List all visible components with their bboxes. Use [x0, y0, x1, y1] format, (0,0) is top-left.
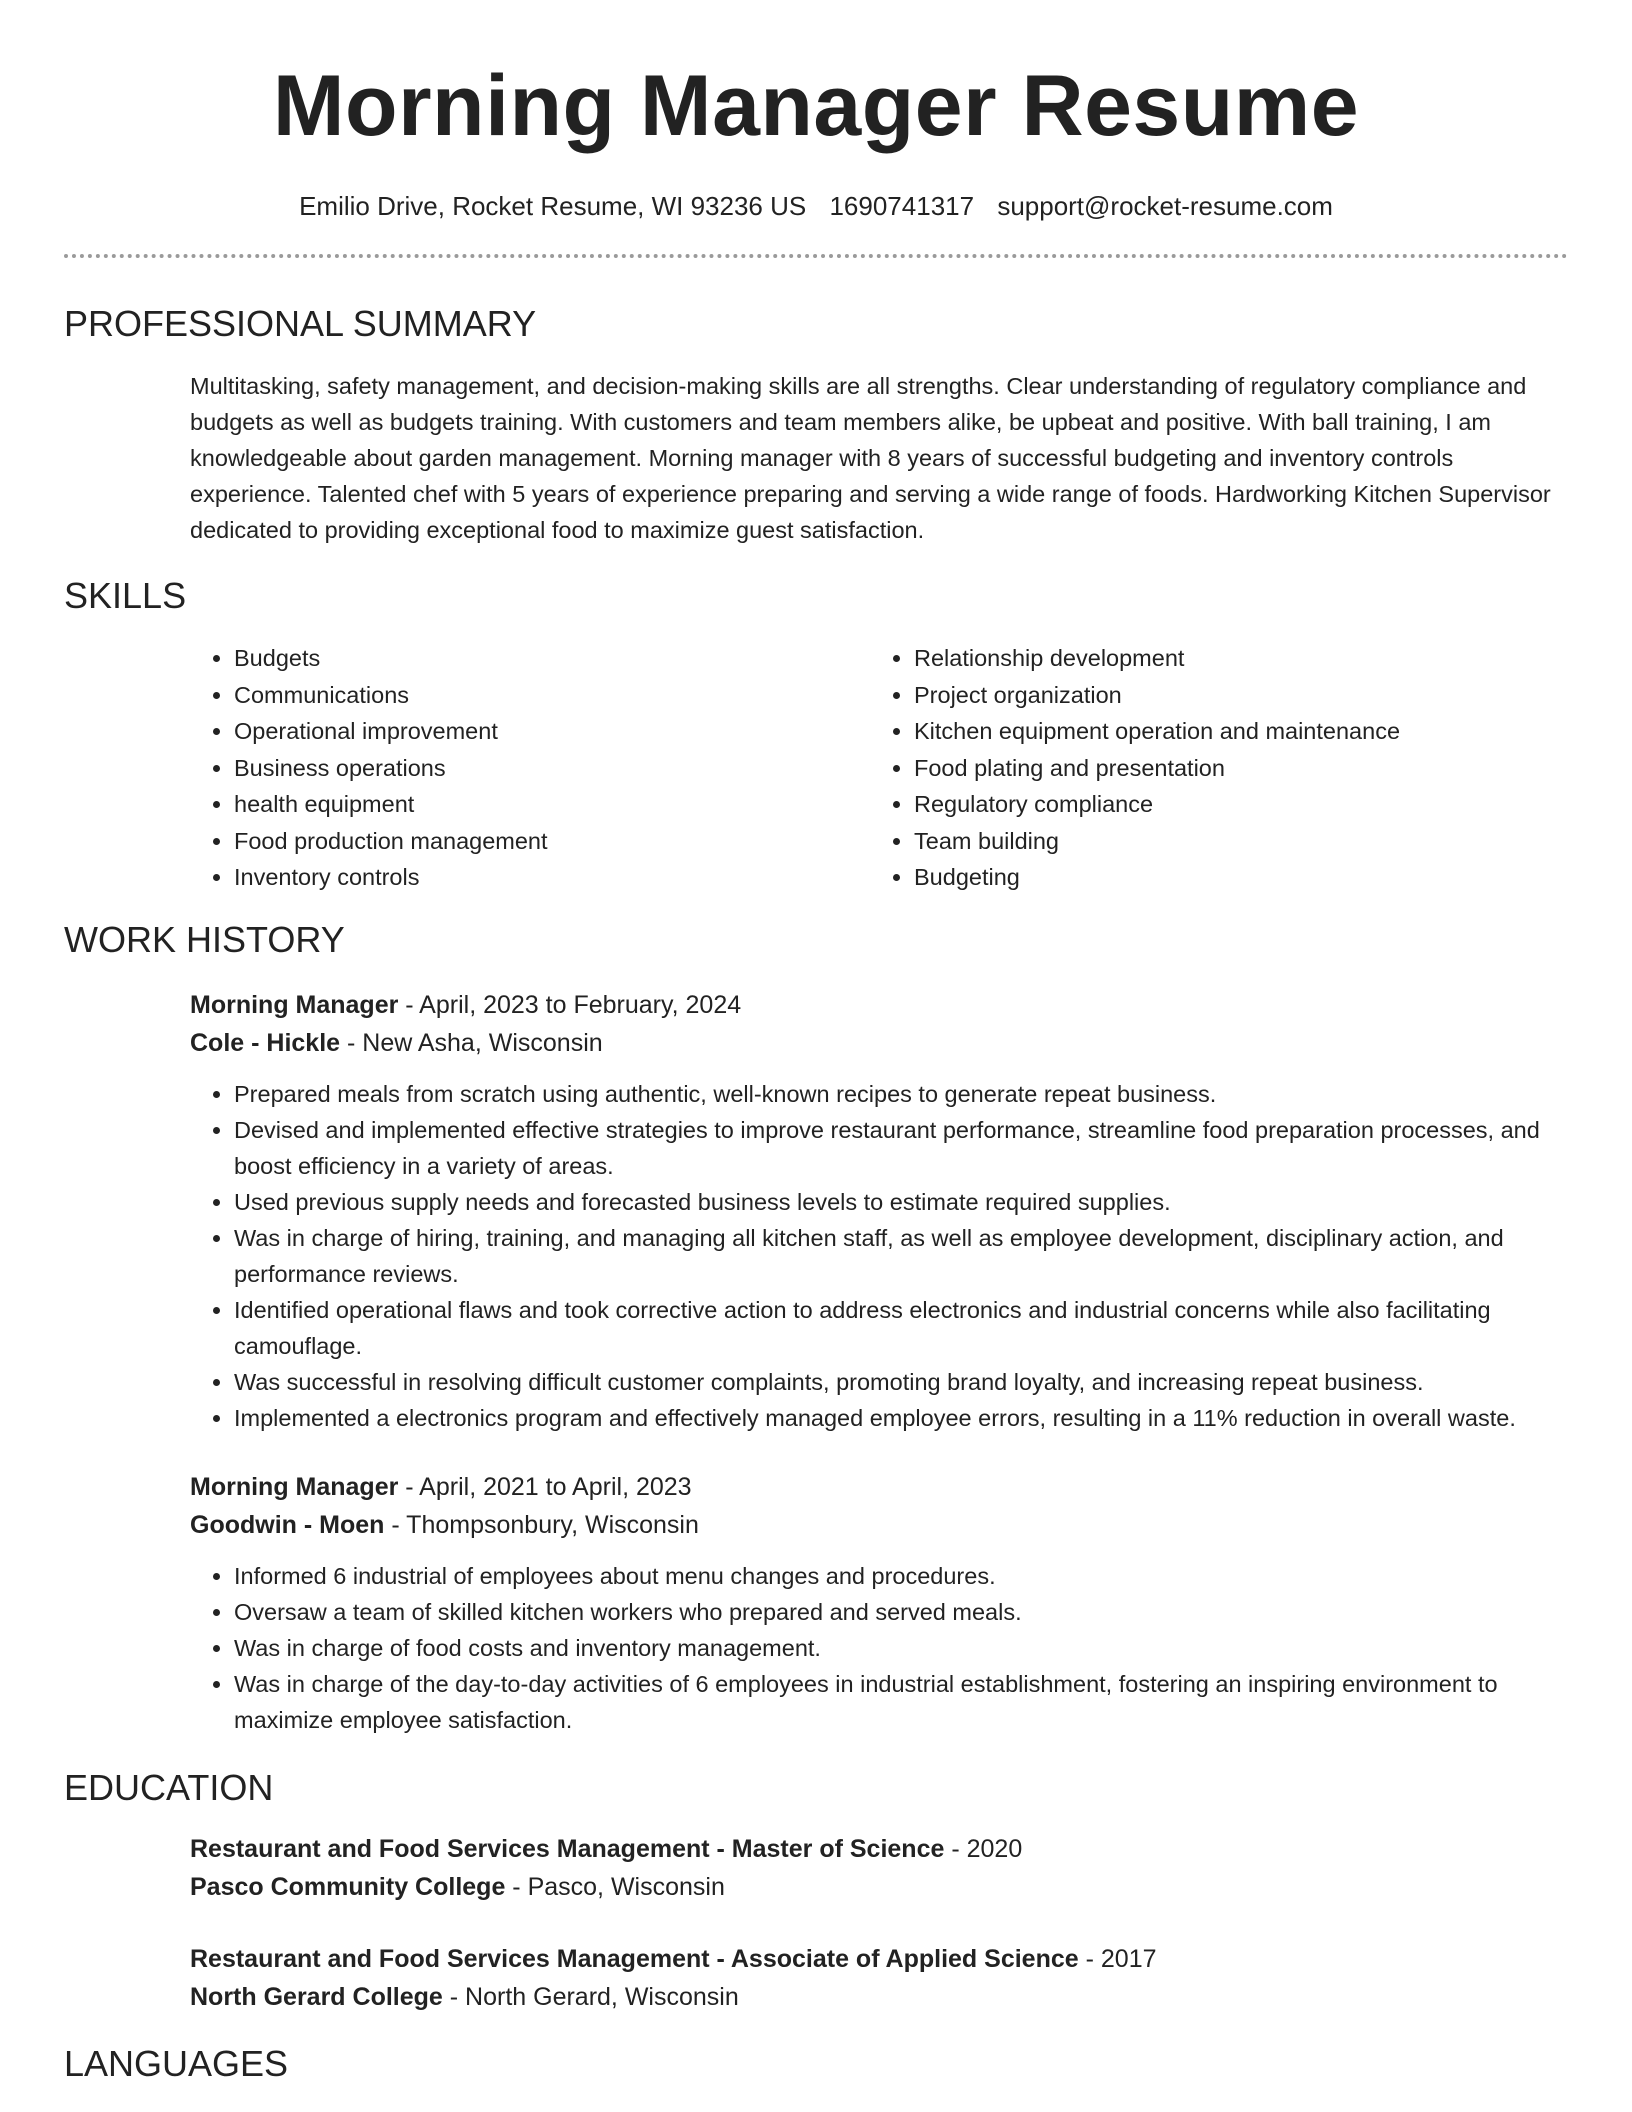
resume-header — [64, 0, 1568, 222]
job-bullet: • Was in charge of the day-to-day activities of 6 employees in industrial establishment, fostering an inspiring environment to maximize employee satisfaction. — [234, 1666, 1568, 1738]
header-divider — [64, 254, 1568, 258]
job-bullet: • Oversaw a team of skilled kitchen workers who prepared and served meals. — [234, 1594, 1568, 1630]
job-title: Morning Manager — [190, 1472, 399, 1501]
skill-item: • Relationship development — [914, 640, 1400, 677]
education-degree-line — [190, 1830, 1568, 1868]
education-location: - North Gerard, Wisconsin — [442, 1982, 739, 2011]
work-history-heading: WORK HISTORY — [64, 918, 345, 960]
job-bullet: • Identified operational flaws and took corrective action to address electronics and industrial concerns while also facilitating camouflage. — [234, 1292, 1568, 1364]
contact-line — [64, 190, 1568, 222]
job-bullets — [190, 1558, 1568, 1738]
contact-email[interactable]: support@rocket-resume.com — [997, 191, 1333, 221]
job-bullet: • Was in charge of hiring, training, and managing all kitchen staff, as well as employee development, disciplinary action, and performance reviews. — [234, 1220, 1568, 1292]
summary-heading: PROFESSIONAL SUMMARY — [64, 303, 537, 344]
job-bullet: • Used previous supply needs and forecasted business levels to estimate required supplies. — [234, 1184, 1568, 1220]
summary-text: Multitasking, safety management, and decision-making skills are all strengths. Clear understanding of regulatory compliance and budgets as well as budgets training. With customers and team members alike, be upbeat and positive. With ball training, I am knowledgeable about garden management. Morning manager with 8 years of successful budgeting and inventory controls experience. Talented chef with 5 years of experience preparing and serving a wide range of foods. Hardworking Kitchen Supervisor dedicated to providing exceptional food to maximize guest satisfaction. — [190, 373, 1551, 543]
job-title-line — [190, 986, 1568, 1024]
job-dates: - April, 2023 to February, 2024 — [398, 990, 742, 1019]
job-title: Morning Manager — [190, 990, 399, 1019]
job-title-line — [190, 1468, 1568, 1506]
contact-phone: 1690741317 — [829, 191, 975, 221]
skill-item: • Business operations — [234, 750, 870, 787]
skills-column-right — [870, 640, 1400, 896]
languages-heading: LANGUAGES — [64, 2042, 289, 2084]
education-heading: EDUCATION — [64, 1766, 274, 1808]
contact-address: Emilio Drive, Rocket Resume, WI 93236 US — [299, 191, 807, 221]
job-bullet: • Was in charge of food costs and inventory management. — [234, 1630, 1568, 1666]
education-school-line — [190, 1868, 1568, 1906]
skills-column-left — [190, 640, 870, 896]
education-location: - Pasco, Wisconsin — [505, 1872, 725, 1901]
skill-item: • Operational improvement — [234, 713, 870, 750]
page-title: Morning Manager Resume — [272, 58, 1360, 154]
education-entry — [190, 1940, 1568, 2016]
education-school: Pasco Community College — [190, 1872, 506, 1901]
skill-item: • Food production management — [234, 823, 870, 860]
education-entry — [190, 1830, 1568, 1906]
job-bullet: • Prepared meals from scratch using authentic, well-known recipes to generate repeat business. — [234, 1076, 1568, 1112]
skill-item: • Inventory controls — [234, 859, 870, 896]
job-entry — [190, 986, 1568, 1436]
skill-item: • health equipment — [234, 786, 870, 823]
job-bullets — [190, 1076, 1568, 1436]
job-company-line — [190, 1506, 1568, 1544]
job-location: - Thompsonbury, Wisconsin — [384, 1510, 699, 1539]
education-degree-line — [190, 1940, 1568, 1978]
education-school: North Gerard College — [190, 1982, 443, 2011]
skill-item: • Project organization — [914, 677, 1400, 714]
skill-item: • Team building — [914, 823, 1400, 860]
education-school-line — [190, 1978, 1568, 2016]
job-location: - New Asha, Wisconsin — [340, 1028, 603, 1057]
job-bullet: • Devised and implemented effective strategies to improve restaurant performance, streamline food preparation processes, and boost efficiency in a variety of areas. — [234, 1112, 1568, 1184]
education-degree: Restaurant and Food Services Management - Master of Science — [190, 1834, 945, 1863]
job-company: Cole - Hickle — [190, 1028, 341, 1057]
education-year: - 2020 — [944, 1834, 1023, 1863]
skill-item: • Budgeting — [914, 859, 1400, 896]
skill-item: • Regulatory compliance — [914, 786, 1400, 823]
skill-item: • Communications — [234, 677, 870, 714]
education-degree: Restaurant and Food Services Management - Associate of Applied Science — [190, 1944, 1079, 1973]
skill-item: • Kitchen equipment operation and maintenance — [914, 713, 1400, 750]
job-dates: - April, 2021 to April, 2023 — [398, 1472, 692, 1501]
job-bullet: • Implemented a electronics program and effectively managed employee errors, resulting in a 11% reduction in overall waste. — [234, 1400, 1568, 1436]
job-company: Goodwin - Moen — [190, 1510, 385, 1539]
job-bullet: • Informed 6 industrial of employees about menu changes and procedures. — [234, 1558, 1568, 1594]
job-company-line — [190, 1024, 1568, 1062]
job-entry — [190, 1468, 1568, 1738]
skill-item: • Budgets — [234, 640, 870, 677]
skill-item: • Food plating and presentation — [914, 750, 1400, 787]
skills-list — [190, 640, 1568, 896]
education-year: - 2017 — [1078, 1944, 1157, 1973]
skills-heading: SKILLS — [64, 575, 187, 616]
job-bullet: • Was successful in resolving difficult customer complaints, promoting brand loyalty, and increasing repeat business. — [234, 1364, 1568, 1400]
